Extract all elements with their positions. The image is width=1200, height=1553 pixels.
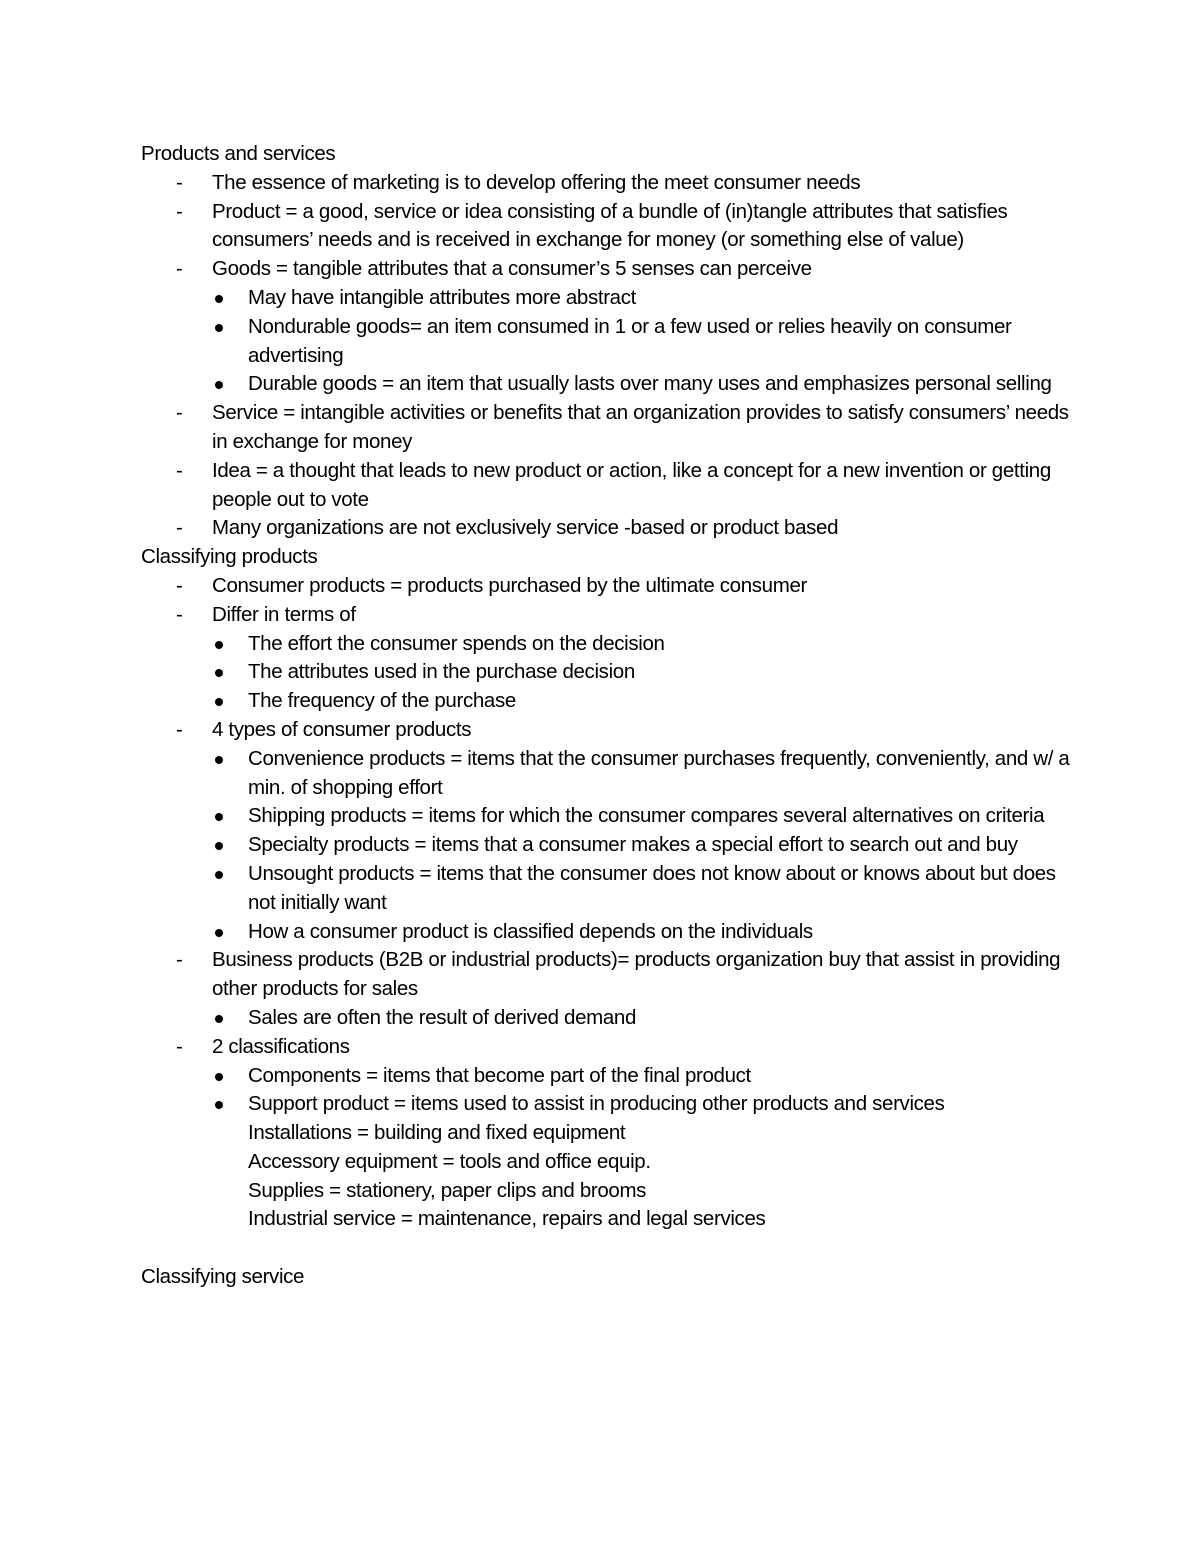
list-item-text: Business products (B2B or industrial products)= products organization buy that assist in providing other products for sales bbox=[212, 948, 1061, 1001]
bullet-item: Nondurable goods= an item consumed in 1 or a few used or relies heavily on consumer advertising bbox=[248, 313, 1071, 371]
list-item bbox=[212, 255, 1071, 399]
section-heading-classifying-products: Classifying products bbox=[141, 545, 318, 569]
bullet-item: Unsought products = items that the consumer does not know about or knows about but does not initially want bbox=[248, 860, 1071, 918]
list-item-text: 4 types of consumer products bbox=[212, 717, 472, 741]
list-item: - Consumer products = products purchased by the ultimate consumer bbox=[212, 572, 1071, 601]
bullet-list bbox=[212, 745, 1071, 947]
sub-line: Supplies = stationery, paper clips and brooms bbox=[248, 1178, 647, 1202]
list-item: - Service = intangible activities or benefits that an organization provides to satisfy consumers’ needs in exchange for money bbox=[212, 399, 1071, 457]
sub-line: Industrial service = maintenance, repairs and legal services bbox=[248, 1207, 766, 1231]
list-item: - Idea = a thought that leads to new product or action, like a concept for a new invention or getting people out to vote bbox=[212, 457, 1071, 515]
dash-list-products-and-services bbox=[141, 169, 1071, 543]
bullet-item: May have intangible attributes more abstract bbox=[248, 284, 1071, 313]
sub-line: Accessory equipment = tools and office equip. bbox=[248, 1149, 651, 1173]
bullet-list bbox=[212, 630, 1071, 716]
list-item bbox=[212, 1033, 1071, 1119]
list-item-text: 2 classifications bbox=[212, 1034, 350, 1058]
list-item: - The essence of marketing is to develop offering the meet consumer needs bbox=[212, 169, 1071, 198]
bullet-list bbox=[212, 284, 1071, 399]
bullet-item: How a consumer product is classified depends on the individuals bbox=[248, 918, 1071, 947]
list-item-text: Goods = tangible attributes that a consumer’s 5 senses can perceive bbox=[212, 257, 812, 281]
document-page bbox=[141, 140, 1071, 1292]
section-heading-products-and-services: Products and services bbox=[141, 142, 336, 165]
bullet-item: The frequency of the purchase bbox=[248, 687, 1071, 716]
bullet-item: Specialty products = items that a consumer makes a special effort to search out and buy bbox=[248, 831, 1071, 860]
dash-list-classifying-products bbox=[141, 572, 1071, 1119]
bullet-item: Convenience products = items that the consumer purchases frequently, conveniently, and w/ a min. of shopping effort bbox=[248, 745, 1071, 803]
bullet-item: Shipping products = items for which the consumer compares several alternatives on criteria bbox=[248, 802, 1071, 831]
bullet-item: The attributes used in the purchase decision bbox=[248, 658, 1071, 687]
sub-line: Installations = building and fixed equipment bbox=[248, 1121, 626, 1145]
bullet-item: The effort the consumer spends on the decision bbox=[248, 630, 1071, 659]
bullet-item: Components = items that become part of the final product bbox=[248, 1062, 1071, 1091]
list-item bbox=[212, 716, 1071, 946]
list-item bbox=[212, 601, 1071, 716]
section-heading-classifying-service: Classifying service bbox=[141, 1265, 305, 1289]
list-item bbox=[212, 946, 1071, 1032]
blank-line bbox=[141, 1234, 1071, 1263]
support-product-sub-lines bbox=[141, 1119, 1071, 1234]
list-item: - Many organizations are not exclusively service -based or product based bbox=[212, 514, 1071, 543]
bullet-list bbox=[212, 1062, 1071, 1120]
bullet-item: Support product = items used to assist in producing other products and services bbox=[248, 1090, 1071, 1119]
bullet-item: Durable goods = an item that usually lasts over many uses and emphasizes personal selling bbox=[248, 370, 1071, 399]
list-item: - Product = a good, service or idea consisting of a bundle of (in)tangle attributes that satisfies consumers’ needs and is received in exchange for money (or something else of value) bbox=[212, 198, 1071, 256]
bullet-list bbox=[212, 1004, 1071, 1033]
bullet-item: Sales are often the result of derived demand bbox=[248, 1004, 1071, 1033]
list-item-text: Differ in terms of bbox=[212, 602, 356, 626]
